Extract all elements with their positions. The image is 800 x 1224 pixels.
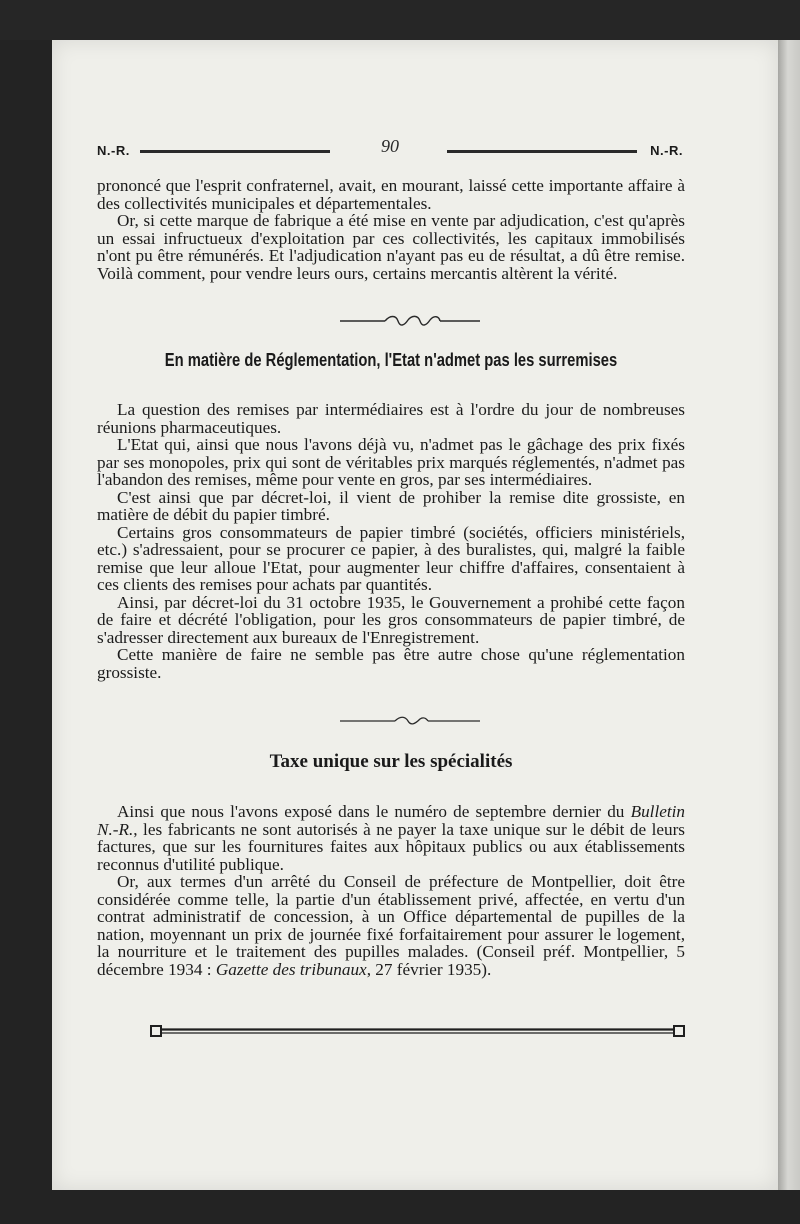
publication-name: Gazette des tribunaux	[215, 959, 367, 979]
publication-name: Bulletin N.-R.	[97, 802, 685, 839]
bottom-decorative-rule	[150, 1023, 685, 1039]
scan-top-edge	[0, 0, 800, 40]
header-rule-left	[140, 150, 330, 153]
body-paragraph: Certains gros consommateurs de papier timbré (sociétés, officiers ministériels, etc.) s'adressaient, pour se procurer ce papier, à des buralistes, qui, malgré la faible remise que leur alloue l'Etat, pour augmenter leur chiffre d'affaires, consentaient à ces clients des remises pour achats par quantités.	[97, 522, 685, 594]
intro-paragraph: Or, si cette marque de fabrique a été mise en vente par adjudication, c'est qu'après un essai infructueux d'exploitation par ces collectivités, les capitaux immobilisés n'ont pu être rémunérés. Et l'adjudication n'ayant pas eu de résultat, a dû être remise. Voilà comment, pour vendre leurs ours, certains mercantis altèrent la vérité.	[97, 211, 685, 283]
section-title: En matière de Réglementation, l'Etat n'admet pas les surremises	[164, 350, 618, 370]
page-number: 90	[381, 136, 399, 156]
body-paragraph: Or, aux termes d'un arrêté du Conseil de préfecture de Montpellier, doit être considérée comme telle, la partie d'un établissement privé, affectée, en vertu d'un contrat administratif de concession, à un Office départemental de pupilles de la nation, moyennant un prix de journée fixé forfaitairement pour assurer le logement, la nourriture et le traitement des pupilles malades. (Conseil préf. Montpellier, 5 décembre 1934 : Gazette des tribunaux, 27 février 1935).	[97, 872, 685, 979]
body-paragraph: Ainsi que nous l'avons exposé dans le numéro de septembre dernier du Bulletin N.-R., les fabricants ne sont autorisés à ne payer la taxe unique sur le débit de leurs factures, que sur les fournitures faites aux hôpitaux publics ou aux établissements reconnus d'utilité publique.	[97, 802, 685, 874]
section-ornament	[340, 713, 480, 727]
section-body	[97, 401, 685, 681]
body-paragraph: C'est ainsi que par décret-loi, il vient de prohiber la remise dite grossiste, en matière de débit du papier timbré.	[97, 487, 685, 524]
header-left-tag: N.-R.	[97, 143, 130, 158]
running-header	[97, 136, 683, 162]
section-ornament	[340, 313, 480, 327]
body-paragraph: L'Etat qui, ainsi que nous l'avons déjà vu, n'admet pas le gâchage des prix fixés par ses monopoles, prix qui sont de véritables prix marqués réglementés, n'admet pas l'abandon des remises, même pour vente en gros, par ses intermédiaires.	[97, 435, 685, 489]
section-title: Taxe unique sur les spécialités	[269, 751, 513, 772]
body-paragraph: Ainsi, par décret-loi du 31 octobre 1935, le Gouvernement a prohibé cette façon de faire et décrété l'obligation, pour les gros consommateurs de papier timbré, de s'adresser directement aux bureaux de l'Enregistrement.	[97, 592, 685, 647]
body-paragraph: Cette manière de faire ne semble pas être autre chose qu'une réglementation grossiste.	[97, 645, 685, 682]
intro-text	[97, 177, 685, 282]
intro-paragraph: prononcé que l'esprit confraternel, avait, en mourant, laissé cette importante affaire à des collectivités municipales et départementales.	[97, 176, 685, 213]
header-rule-right	[447, 150, 637, 153]
section-body	[97, 803, 685, 978]
page-edge-strip	[778, 40, 800, 1190]
header-right-tag: N.-R.	[650, 143, 683, 158]
body-paragraph: La question des remises par intermédiaires est à l'ordre du jour de nombreuses réunions pharmaceutiques.	[97, 400, 685, 437]
